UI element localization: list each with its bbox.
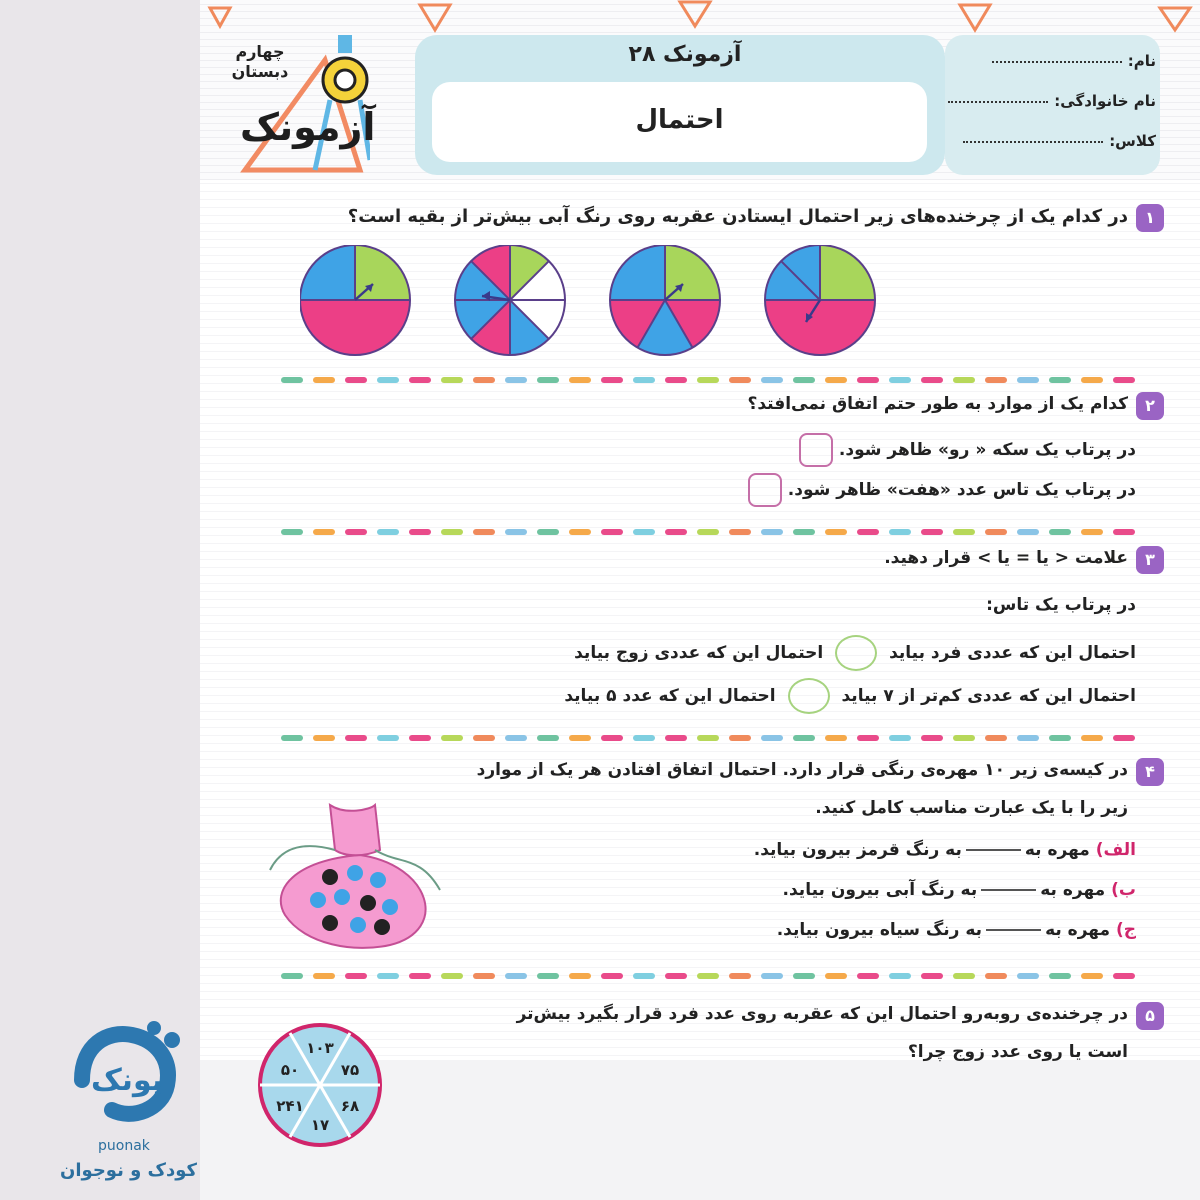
divider-dash xyxy=(825,973,847,979)
divider-dash xyxy=(729,377,751,383)
divider-dash xyxy=(729,735,751,741)
spinner-value-5: ۲۴۱ xyxy=(276,1097,304,1115)
spinner-value-3: ۶۸ xyxy=(340,1097,360,1115)
q3-text: علامت < یا = یا > قرار دهید. xyxy=(884,548,1128,568)
divider-dash xyxy=(1081,377,1103,383)
divider-dash xyxy=(857,973,879,979)
name-label: نام: xyxy=(1127,52,1156,70)
divider-dash xyxy=(761,377,783,383)
divider-dash xyxy=(1017,377,1039,383)
divider-dash xyxy=(281,377,303,383)
divider-dash xyxy=(441,735,463,741)
divider-dash xyxy=(857,529,879,535)
divider-3 xyxy=(255,726,1135,732)
divider-dash xyxy=(441,529,463,535)
divider-dash xyxy=(665,377,687,383)
q1-spinners xyxy=(300,245,1100,360)
q4-line-2: زیر را با یک عبارت مناسب کامل کنید. xyxy=(815,798,1128,818)
q4-item-a-label: الف) xyxy=(1095,840,1136,860)
divider-dash xyxy=(345,377,367,383)
q2-badge: ۲ xyxy=(1136,392,1164,420)
class-label: کلاس: xyxy=(1109,132,1156,150)
divider-dash xyxy=(985,377,1007,383)
test-title: آزمونک ۲۸ xyxy=(628,42,742,67)
bead-bag-illustration xyxy=(260,795,450,955)
divider-dash xyxy=(921,973,943,979)
divider-dash xyxy=(985,973,1007,979)
divider-dash xyxy=(537,529,559,535)
puonak-brand-en: puonak xyxy=(98,1138,150,1154)
divider-dash xyxy=(601,973,623,979)
divider-dash xyxy=(985,529,1007,535)
q2-option-2-checkbox[interactable] xyxy=(748,473,782,507)
q2-option-2-text: در پرتاب یک تاس عدد «هفت» ظاهر شود. xyxy=(787,480,1136,500)
grade-label xyxy=(230,42,290,82)
q4-item-a-blank[interactable] xyxy=(966,849,1021,851)
divider-dash xyxy=(729,973,751,979)
divider-dash xyxy=(793,973,815,979)
q4-item-b-blank[interactable] xyxy=(981,889,1036,891)
spinner-value-6: ۵۰ xyxy=(280,1061,300,1079)
divider-dash xyxy=(377,973,399,979)
q4-item-a-post: به رنگ قرمز بیرون بیاید. xyxy=(753,840,962,860)
divider-dash xyxy=(953,529,975,535)
divider-dash xyxy=(473,377,495,383)
divider-dash xyxy=(825,377,847,383)
divider-dash xyxy=(825,735,847,741)
divider-dash xyxy=(825,529,847,535)
divider-dash xyxy=(665,735,687,741)
divider-dash xyxy=(697,529,719,535)
q3-row-1-answer[interactable] xyxy=(835,635,877,671)
divider-dash xyxy=(1081,973,1103,979)
divider-dash xyxy=(1113,735,1135,741)
divider-dash xyxy=(1017,735,1039,741)
divider-dash xyxy=(569,973,591,979)
divider-dash xyxy=(761,973,783,979)
divider-dash xyxy=(793,529,815,535)
divider-dash xyxy=(1049,735,1071,741)
grade-line1: چهارم xyxy=(235,42,285,61)
divider-dash xyxy=(313,377,335,383)
divider-dash xyxy=(857,735,879,741)
divider-2 xyxy=(255,520,1135,526)
divider-dash xyxy=(697,377,719,383)
divider-dash xyxy=(633,973,655,979)
q4-item-b-label: ب) xyxy=(1111,880,1136,900)
divider-dash xyxy=(793,735,815,741)
q4-item-a-pre: مهره به xyxy=(1024,840,1090,860)
divider-dash xyxy=(1049,973,1071,979)
q4-item-c xyxy=(777,920,1136,940)
spinner-value-4: ۱۷ xyxy=(310,1116,330,1134)
divider-dash xyxy=(1049,377,1071,383)
divider-dash xyxy=(921,377,943,383)
divider-dash xyxy=(409,973,431,979)
spinner-c xyxy=(610,245,720,355)
q2-option-1-text: در پرتاب یک سکه « رو» ظاهر شود. xyxy=(838,440,1136,460)
divider-dash xyxy=(1017,973,1039,979)
divider-dash xyxy=(345,529,367,535)
divider-1 xyxy=(255,368,1135,374)
divider-dash xyxy=(697,735,719,741)
spinner-value-1: ۱۰۳ xyxy=(306,1039,334,1057)
q5-badge: ۵ xyxy=(1136,1002,1164,1030)
divider-dash xyxy=(505,529,527,535)
divider-dash xyxy=(985,735,1007,741)
divider-dash xyxy=(473,529,495,535)
divider-dash xyxy=(1049,529,1071,535)
divider-dash xyxy=(409,529,431,535)
divider-dash xyxy=(537,735,559,741)
divider-dash xyxy=(889,529,911,535)
q1-text: در کدام یک از چرخنده‌های زیر احتمال ایستادن عقربه روی رنگ آبی بیش‌تر از بقیه است؟ xyxy=(347,206,1128,227)
divider-dash xyxy=(601,735,623,741)
divider-dash xyxy=(569,735,591,741)
divider-dash xyxy=(1081,735,1103,741)
q4-item-b-post: به رنگ آبی بیرون بیاید. xyxy=(782,880,978,900)
q3-row-1-left: احتمال این که عددی فرد بیاید xyxy=(889,643,1136,663)
spinner-a xyxy=(300,245,410,355)
divider-dash xyxy=(281,973,303,979)
divider-dash xyxy=(473,973,495,979)
q4-item-c-pre: مهره به xyxy=(1045,920,1111,940)
divider-dash xyxy=(857,377,879,383)
divider-dash xyxy=(1081,529,1103,535)
divider-dash xyxy=(281,529,303,535)
divider-dash xyxy=(505,735,527,741)
divider-dash xyxy=(377,377,399,383)
puonak-brand-fa: کودک و نوجوان xyxy=(60,1160,197,1181)
q4-item-a xyxy=(754,840,1136,860)
divider-dash xyxy=(537,377,559,383)
spinner-b xyxy=(455,245,565,355)
divider-dash xyxy=(569,377,591,383)
q5-number-spinner xyxy=(255,1020,385,1150)
q3-row-2-answer[interactable] xyxy=(788,678,830,714)
divider-dash xyxy=(313,973,335,979)
divider-dash xyxy=(921,735,943,741)
q3-row-1 xyxy=(574,635,1136,671)
q4-badge: ۴ xyxy=(1136,758,1164,786)
divider-dash xyxy=(889,377,911,383)
divider-dash xyxy=(1113,973,1135,979)
divider-dash xyxy=(601,529,623,535)
q2-option-2 xyxy=(748,473,1136,507)
q4-item-c-blank[interactable] xyxy=(986,929,1041,931)
puonak-logo-icon xyxy=(62,1010,192,1130)
q4-item-c-post: به رنگ سیاه بیرون بیاید. xyxy=(776,920,983,940)
class-field[interactable] xyxy=(963,132,1156,150)
divider-dash xyxy=(697,973,719,979)
divider-dash xyxy=(953,377,975,383)
divider-dash xyxy=(281,735,303,741)
q2-option-1-checkbox[interactable] xyxy=(799,433,833,467)
q1-badge: ۱ xyxy=(1136,204,1164,232)
worksheet-page xyxy=(200,0,1200,1200)
divider-dash xyxy=(345,735,367,741)
divider-dash xyxy=(313,735,335,741)
divider-dash xyxy=(953,973,975,979)
divider-dash xyxy=(441,973,463,979)
q5-line-2: است یا روی عدد زوج چرا؟ xyxy=(907,1042,1128,1062)
q5-line-1: در چرخنده‌ی روبه‌رو احتمال این که عقربه روی عدد فرد قرار بگیرد بیش‌تر xyxy=(516,1004,1128,1024)
divider-dash xyxy=(505,377,527,383)
divider-dash xyxy=(889,973,911,979)
divider-dash xyxy=(633,529,655,535)
divider-dash xyxy=(665,973,687,979)
divider-dash xyxy=(345,973,367,979)
divider-dash xyxy=(953,735,975,741)
divider-dash xyxy=(1113,529,1135,535)
family-field[interactable] xyxy=(948,92,1156,110)
logo-word: آزمونک xyxy=(240,105,376,149)
q3-badge: ۳ xyxy=(1136,546,1164,574)
divider-dash xyxy=(377,529,399,535)
q4-item-c-label: ج) xyxy=(1115,920,1136,940)
q4-item-b xyxy=(783,880,1136,900)
divider-dash xyxy=(633,735,655,741)
q3-row-2-left: احتمال این که عددی کم‌تر از ۷ بیاید xyxy=(841,686,1136,706)
divider-dash xyxy=(601,377,623,383)
q3-subtitle: در پرتاب یک تاس: xyxy=(986,595,1136,615)
divider-dash xyxy=(441,377,463,383)
divider-dash xyxy=(761,529,783,535)
divider-dash xyxy=(921,529,943,535)
divider-dash xyxy=(313,529,335,535)
divider-dash xyxy=(889,735,911,741)
family-label: نام خانوادگی: xyxy=(1054,92,1156,110)
puonak-logo-text: پونک xyxy=(90,1063,164,1098)
q3-row-2-right: احتمال این که عدد ۵ بیاید xyxy=(564,686,776,706)
divider-dash xyxy=(473,735,495,741)
divider-dash xyxy=(793,377,815,383)
divider-dash xyxy=(633,377,655,383)
divider-dash xyxy=(377,735,399,741)
divider-dash xyxy=(761,735,783,741)
divider-dash xyxy=(1017,529,1039,535)
divider-dash xyxy=(409,735,431,741)
q2-text: کدام یک از موارد به طور حتم اتفاق نمی‌افتد؟ xyxy=(747,394,1128,414)
spinner-d xyxy=(765,245,875,355)
q3-row-1-right: احتمال این که عددی زوج بیاید xyxy=(574,643,824,663)
spinner-value-2: ۷۵ xyxy=(340,1061,360,1079)
divider-dash xyxy=(1113,377,1135,383)
divider-4 xyxy=(255,964,1135,970)
q3-row-2 xyxy=(564,678,1136,714)
grade-line2: دبستان xyxy=(231,62,289,81)
divider-dash xyxy=(505,973,527,979)
divider-dash xyxy=(729,529,751,535)
topic-title: احتمال xyxy=(635,105,724,135)
q4-line-1: در کیسه‌ی زیر ۱۰ مهره‌ی رنگی قرار دارد. احتمال اتفاق افتادن هر یک از موارد xyxy=(476,760,1128,780)
divider-dash xyxy=(665,529,687,535)
divider-dash xyxy=(537,973,559,979)
divider-dash xyxy=(569,529,591,535)
name-field[interactable] xyxy=(992,52,1156,70)
q4-item-b-pre: مهره به xyxy=(1040,880,1106,900)
q2-option-1 xyxy=(799,433,1136,467)
divider-dash xyxy=(409,377,431,383)
